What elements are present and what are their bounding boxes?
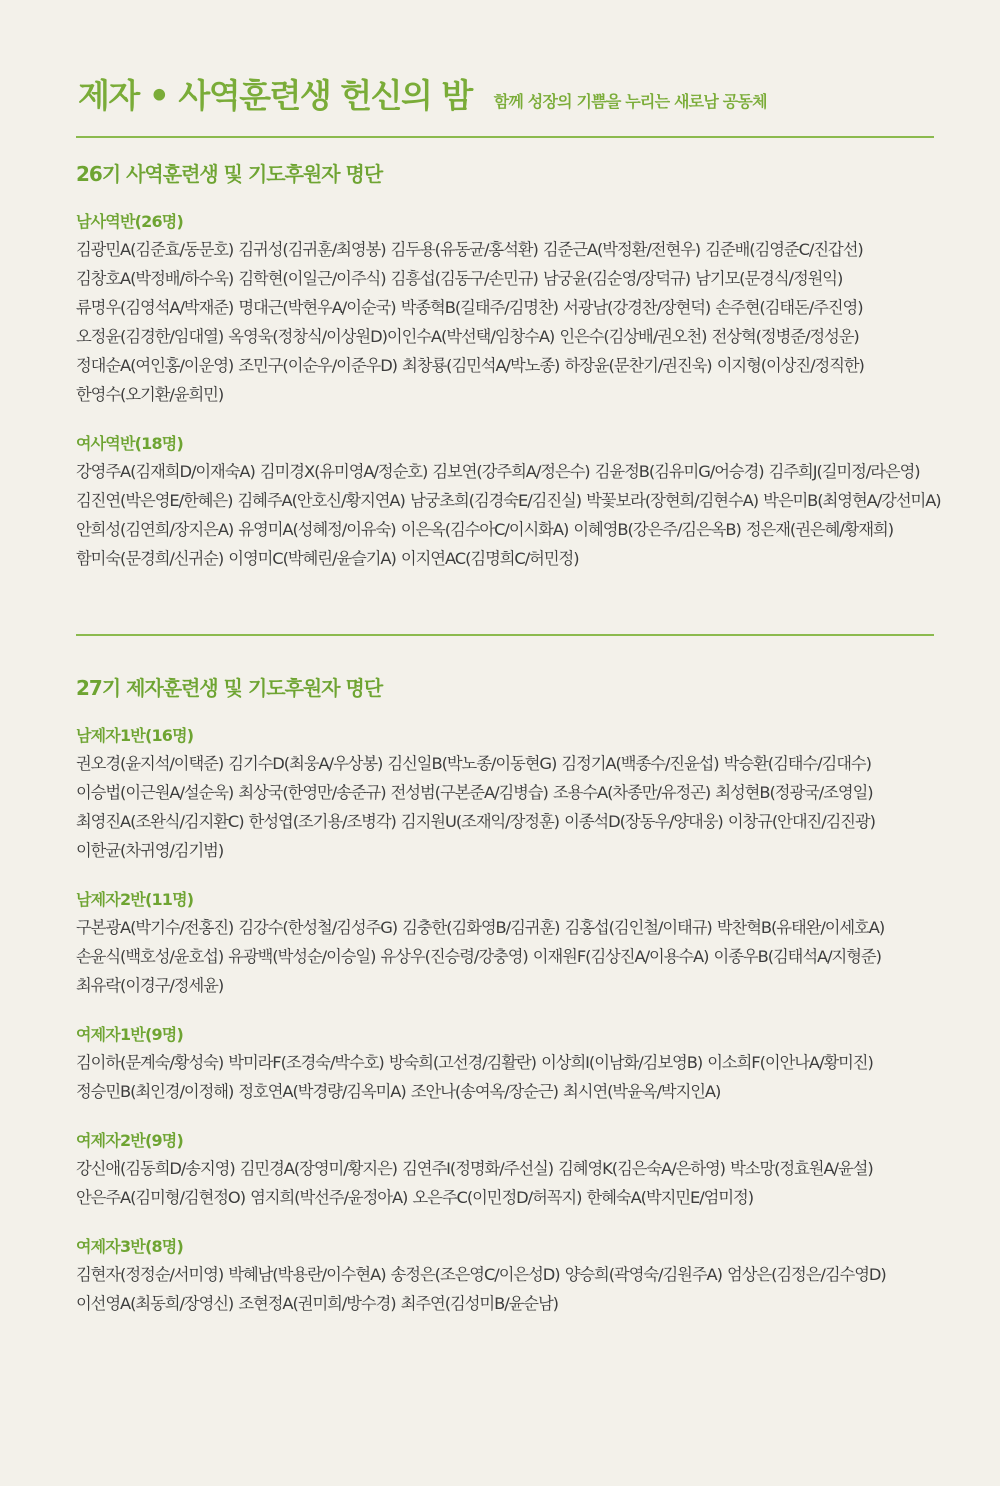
member-list: 강영주A(김재희D/이재숙A) 김미경X(유미영A/정순호) 김보연(강주희A/정은수) 김윤정B(김유미G/어승경) 김주희J(길미정/라은영) 김진연(박은영E/한혜은) 김혜주A(안호신/황지연A) 남궁초희(김경숙E/김진실) 박꽃보라(장현희/김현수A) 박은미B(최영현A/강선미A) 안희성(김연희/장지은A) 유영미A(성혜정/이유숙) 이은옥(김수아C/이시화A) 이혜영B(강은주/김은옥B) 정은재(권은혜/황재희) 함미숙(문경희/신귀순) 이영미C(박혜린/윤슬기A) 이지연AC(김명희C/허민정) [76,462,941,568]
group-title: 남사역반(26명) [76,212,183,231]
group-title: 여사역반(18명) [76,434,183,453]
group-female-ministry [76,431,946,573]
page-header [78,70,767,117]
section-26 [76,158,946,573]
group-female-disciple-2 [76,1128,946,1212]
member-list: 김광민A(김준효/동문호) 김귀성(김귀훈/최영봉) 김두용(유동균/홍석환) 김준근A(박정환/전현우) 김준배(김영준C/진갑선) 김창호A(박정배/하수욱) 김학현(이일근/이주식) 김흥섭(김동구/손민규) 남궁윤(김순영/장덕규) 남기모(문경식/정원익) 류명우(김영석A/박재준) 명대근(박현우A/이순국) 박종혁B(길태주/김명찬) 서광남(강경찬/장현덕) 손주현(김태돈/주진영) 오정윤(김경한/임대열) 옥영욱(정창식/이상원D)이인수A(박선택/임창수A) 인은수(김상배/권오천) 전상혁(정병준/정성운) 정대순A(여인홍/이운영) 조민구(이순우/이준우D) 최창룡(김민석A/박노종) 하장윤(문찬기/권진욱) 이지형(이상진/정직한) 한영수(오기환/윤희민) [76,240,864,404]
group-title: 여제자3반(8명) [76,1237,183,1256]
divider-middle [76,634,934,636]
member-list: 김현자(정정순/서미영) 박혜남(박용란/이수현A) 송정은(조은영C/이은성D) 양승희(곽영숙/김원주A) 엄상은(김정은/김수영D) 이선영A(최동희/장영신) 조현정A(권미희/방수경) 최주연(김성미B/윤순남) [76,1265,886,1313]
group-title: 남제자1반(16명) [76,726,194,745]
member-list: 강신애(김동희D/송지영) 김민경A(장영미/황지은) 김연주I(정명화/주선실) 김혜영K(김은숙A/은하영) 박소망(정효원A/윤설) 안은주A(김미형/김현정O) 염지희(박선주/윤정아A) 오은주C(이민정D/허꼭지) 한혜숙A(박지민E/엄미정) [76,1159,873,1207]
member-list: 권오경(윤지석/이택준) 김기수D(최웅A/우상봉) 김신일B(박노종/이동현G) 김정기A(백종수/진윤섭) 박승환(김태수/김대수) 이승법(이근원A/설순욱) 최상국(한영만/송준규) 전성범(구본준A/김병습) 조용수A(차종만/유정곤) 최성현B(정광국/조영일) 최영진A(조완식/김지환C) 한성엽(조기용/조병각) 김지원U(조재익/장정훈) 이종석D(장동우/양대웅) 이창규(안대진/김진광) 이한균(차귀영/김기범) [76,754,875,860]
page-title: 제자 • 사역훈련생 헌신의 밤 [78,76,472,115]
section-title: 27기 제자훈련생 및 기도후원자 명단 [76,676,383,700]
group-title: 여제자2반(9명) [76,1131,183,1150]
member-list: 구본광A(박기수/전홍진) 김강수(한성철/김성주G) 김충한(김화영B/김귀훈) 김홍섭(김인철/이태규) 박찬혁B(유태완/이세호A) 손윤식(백호성/윤호섭) 유광백(박성순/이승일) 유상우(진승령/강충영) 이재원F(김상진A/이용수A) 이종우B(김태석A/지형준) 최유락(이경구/정세윤) [76,918,885,995]
page-subtitle: 함께 성장의 기쁨을 누리는 새로남 공동체 [493,92,767,111]
group-male-ministry [76,209,946,409]
group-male-disciple-1 [76,723,946,865]
section-27 [76,672,946,1318]
member-list: 김이하(문계숙/황성숙) 박미라F(조경숙/박수호) 방숙희(고선경/김활란) 이상희I(이남화/김보영B) 이소희F(이안나A/황미진) 정승민B(최인경/이정해) 정호연A(박경량/김옥미A) 조안나(송여옥/장순근) 최시연(박윤옥/박지인A) [76,1053,873,1101]
group-female-disciple-3 [76,1234,946,1318]
group-male-disciple-2 [76,887,946,1000]
group-title: 남제자2반(11명) [76,890,194,909]
section-title: 26기 사역훈련생 및 기도후원자 명단 [76,162,383,186]
group-title: 여제자1반(9명) [76,1025,183,1044]
group-female-disciple-1 [76,1022,946,1106]
divider-top [76,136,934,138]
